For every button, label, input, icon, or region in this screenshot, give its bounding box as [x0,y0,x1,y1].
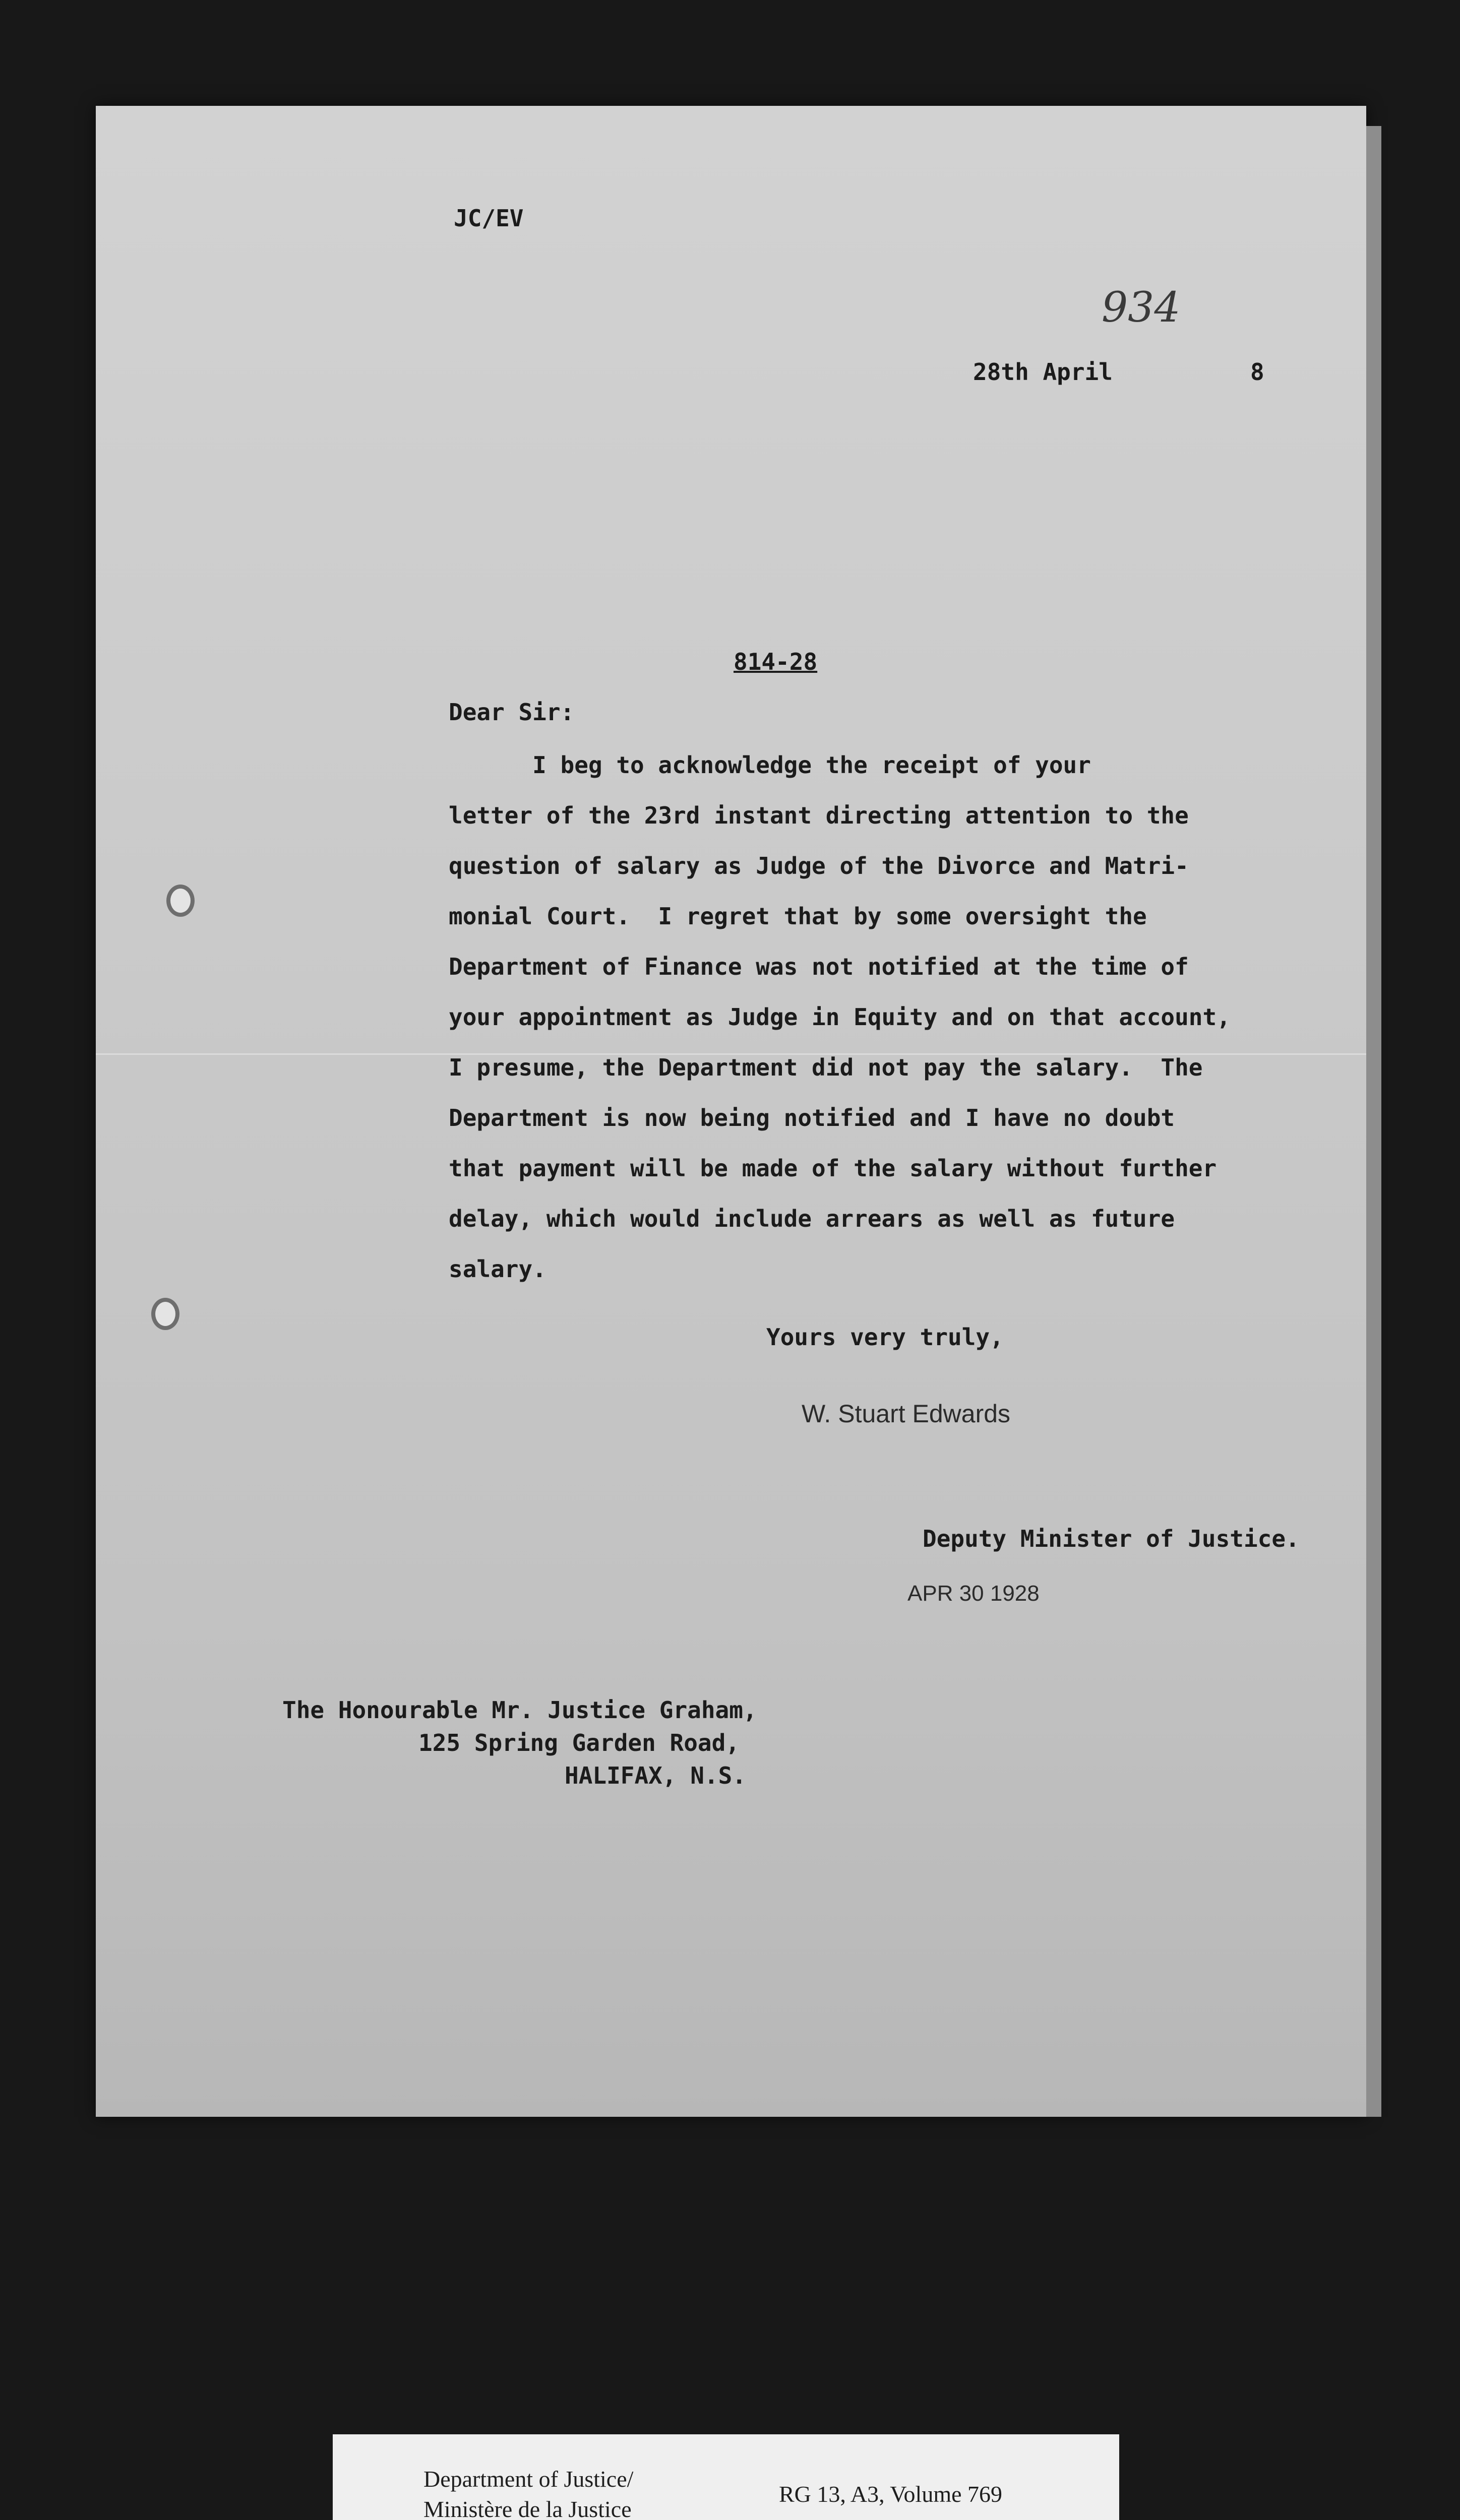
addressee-line: HALIFAX, N.S. [565,1762,747,1789]
body-line: question of salary as Judge of the Divorce and Matri- [449,852,1189,879]
body-line: I beg to acknowledge the receipt of your [449,751,1091,779]
letter-date: 28th April [973,358,1113,386]
body-line: letter of the 23rd instant directing attention to the [449,802,1189,829]
archive-reference-card [333,2434,1119,2520]
date-stamp: APR 30 1928 [907,1581,1040,1606]
punch-hole-icon [166,885,195,917]
body-line: that payment will be made of the salary without further [449,1155,1217,1182]
body-line: your appointment as Judge in Equity and on that account, [449,1003,1231,1031]
signatory-title: Deputy Minister of Justice. [923,1525,1300,1552]
page-number: 934 [1102,284,1181,332]
salutation: Dear Sir: [449,699,575,726]
punch-hole-icon [151,1298,179,1330]
body-line: salary. [449,1255,546,1283]
letter-date-year: 8 [1250,358,1264,386]
closing: Yours very truly, [766,1324,1004,1351]
signature-stamp: W. Stuart Edwards [802,1400,1011,1428]
file-number: 814-28 [734,648,818,675]
body-line: Department is now being notified and I have no doubt [449,1104,1175,1131]
addressee-line: 125 Spring Garden Road, [418,1729,740,1756]
body-line: Department of Finance was not notified at the time of [449,953,1189,980]
body-line: I presume, the Department did not pay the salary. The [449,1054,1203,1081]
department-name-fr: Ministère de la Justice [423,2496,632,2520]
archive-reference: RG 13, A3, Volume 769 [779,2481,1003,2507]
paper-edge [1366,126,1381,2117]
addressee-line: The Honourable Mr. Justice Graham, [282,1696,757,1724]
department-name-en: Department of Justice/ [423,2466,634,2492]
body-line: delay, which would include arrears as well as future [449,1205,1175,1232]
reference-initials: JC/EV [454,205,524,232]
letter-page [96,106,1366,2117]
body-line: monial Court. I regret that by some oversight the [449,903,1147,930]
